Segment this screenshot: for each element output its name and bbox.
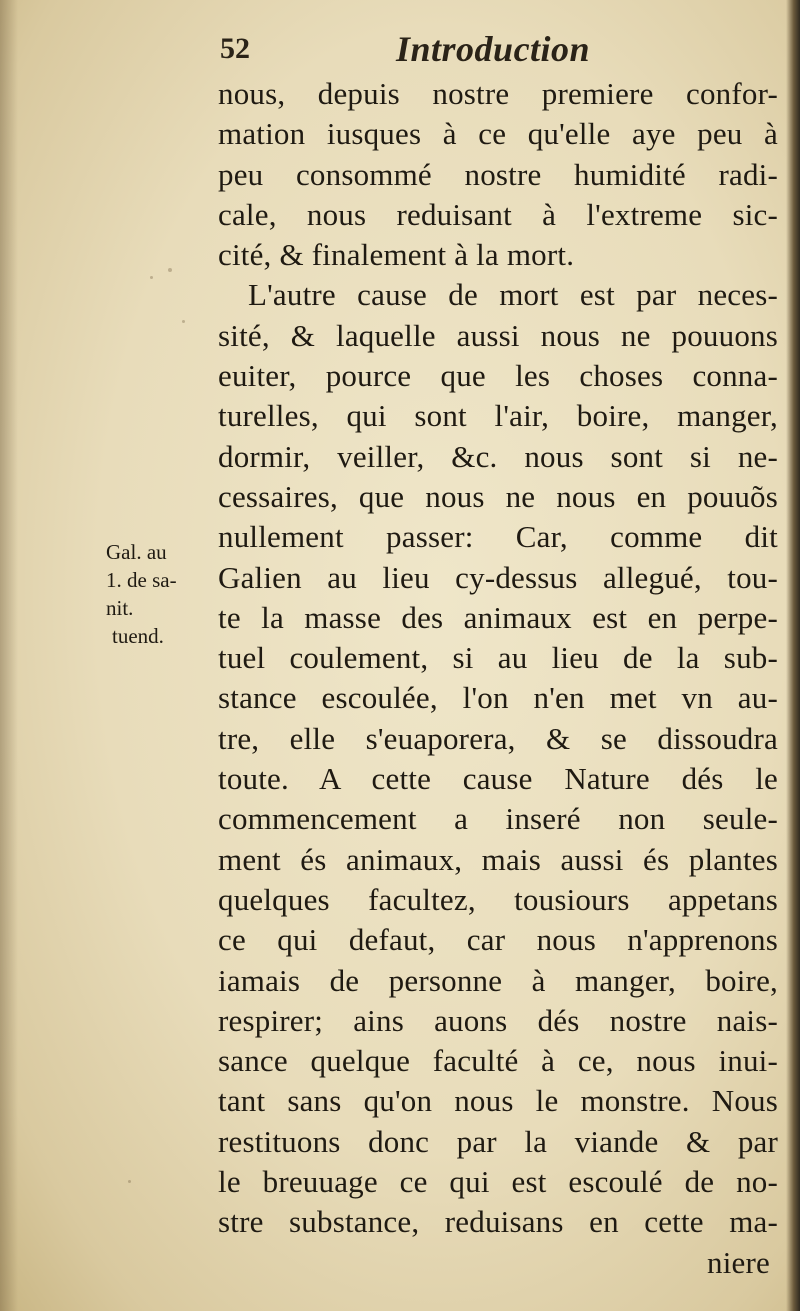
text-line: nullement passer: Car, comme dit	[218, 519, 778, 555]
text-line: L'autre cause de mort est par neces-	[248, 277, 778, 313]
text-line: ment és animaux, mais aussi és plantes	[218, 841, 778, 877]
catchword: niere	[707, 1244, 770, 1280]
marginal-note	[106, 538, 216, 650]
binding-gutter	[786, 0, 800, 1311]
text-line: iamais de personne à manger, boire,	[218, 962, 778, 998]
marginal-note-line: tuend.	[112, 624, 164, 648]
text-line: nous, depuis nostre premiere confor-	[218, 76, 778, 111]
text-line: Galien au lieu cy-dessus allegué, tou-	[218, 559, 778, 595]
paper-speck	[168, 268, 172, 272]
text-line: euiter, pource que les choses conna-	[218, 358, 778, 394]
text-line: mation iusques à ce qu'elle aye peu à	[218, 116, 778, 152]
text-line: commencement a inseré non seule-	[218, 801, 778, 837]
text-line: peu consommé nostre humidité radi-	[218, 156, 778, 192]
text-line: respirer; ains auons dés nostre nais-	[218, 1002, 778, 1038]
page-header	[218, 28, 778, 74]
text-line: tant sans qu'on nous le monstre. Nous	[218, 1083, 778, 1119]
paper-speck	[128, 1180, 131, 1183]
marginal-note-line: nit.	[106, 596, 134, 620]
text-line: dormir, veiller, &c. nous sont si ne-	[218, 438, 778, 474]
page-edge-shadow	[0, 0, 18, 1311]
text-line: cité, & finalement à la mort.	[218, 237, 575, 273]
text-line: quelques facultez, tousiours appetans	[218, 881, 778, 917]
text-line: ce qui defaut, car nous n'apprenons	[218, 922, 778, 958]
text-line: cale, nous reduisant à l'extreme sic-	[218, 196, 778, 232]
text-line: turelles, qui sont l'air, boire, manger,	[218, 398, 778, 434]
text-line: sité, & laquelle aussi nous ne pouuons	[218, 317, 778, 353]
marginal-note-line: 1. de sa-	[106, 568, 177, 592]
text-line: tre, elle s'euaporera, & se dissoudra	[218, 720, 778, 756]
text-line: toute. A cette cause Nature dés le	[218, 761, 778, 797]
page-number: 52	[220, 32, 250, 65]
running-title: Introduction	[396, 29, 591, 69]
paper-speck	[182, 320, 185, 323]
text-line: sance quelque faculté à ce, nous inui-	[218, 1043, 778, 1079]
text-line: tuel coulement, si au lieu de la sub-	[218, 640, 778, 676]
text-line: stre substance, reduisans en cette ma-	[218, 1204, 778, 1240]
body-text	[218, 74, 778, 1283]
paper-speck	[150, 276, 153, 279]
text-line: stance escoulée, l'on n'en met vn au-	[218, 680, 778, 716]
text-line: cessaires, que nous ne nous en pouuõs	[218, 478, 778, 514]
text-line: restituons donc par la viande & par	[218, 1123, 778, 1159]
text-line: le breuuage ce qui est escoulé de no-	[218, 1164, 778, 1200]
marginal-note-line: Gal. au	[106, 540, 167, 564]
text-line: te la masse des animaux est en perpe-	[218, 599, 778, 635]
